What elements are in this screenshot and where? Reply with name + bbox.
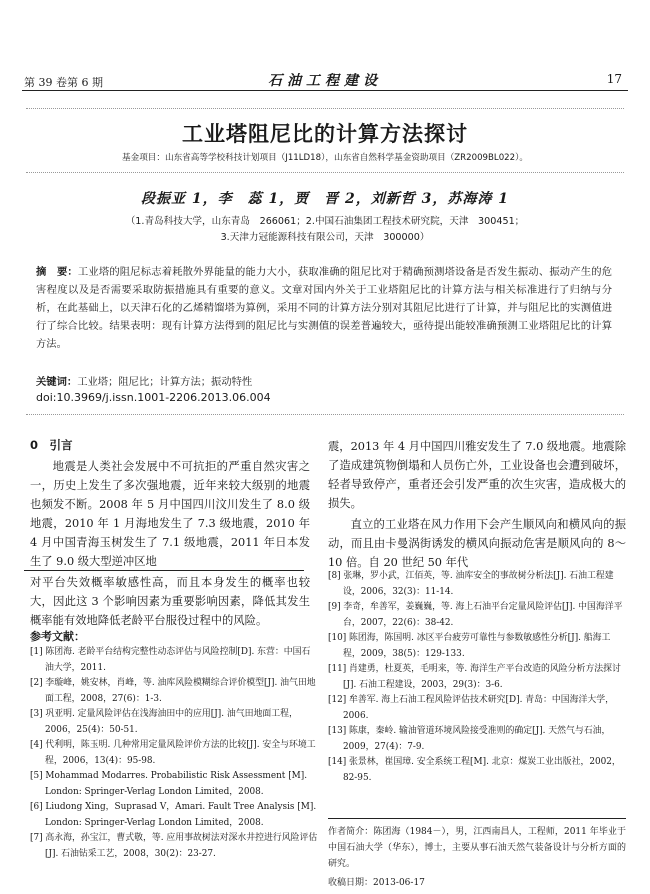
journal-name: 石油工程建设 <box>268 73 382 89</box>
author-bio: 作者简介：陈团海（1984－），男，江西南昌人，工程师，2011 年毕业于中国石油大学（华东），博士，主要从事石油天然气装备设计与分析方面的研究。 <box>328 827 626 869</box>
reference-item: [14] 张景林，崔国璋. 安全系统工程[M]. 北京：煤炭工业出版社，2002，82-95. <box>328 757 621 783</box>
bio-rule <box>328 818 626 819</box>
reference-item: [13] 陈康，秦岭. 输油管道环境风险接受准则的确定[J]. 天然气与石油，2009，27(4)：7-9. <box>328 726 611 752</box>
reference-item: [7] 高永海，孙宝江，曹式敬，等. 应用事故树法对深水井控进行风险评估[J]. 石油钻采工艺，2008，30(2)：23-27. <box>30 833 318 859</box>
reference-item: [5] Mohammad Modarres. Probabilistic Risk Assessment [M]. London: Springer-Verlag London Limited，2008. <box>30 771 308 797</box>
header-rule <box>22 90 628 91</box>
affiliation-line-2: 3.天津力冠能源科技有限公司，天津 300000） <box>220 232 430 243</box>
abstract-label: 摘 要： <box>36 266 78 278</box>
keywords-text: 工业塔；阻尼比；计算方法；振动特性 <box>77 376 253 388</box>
reference-list-right <box>328 569 626 786</box>
references-heading: 参考文献： <box>30 630 85 643</box>
intro-right-continued: 震，2013 年 4 月中国四川雅安发生了 7.0 级地震。地震除了造成建筑物倒塌和人员伤亡外，工业设备也会遭到破坏，轻者导致停产，重者还会引发严重的次生灾害，造成极大的损失。 <box>328 440 626 510</box>
issue-label: 第 39 卷第 6 期 <box>24 76 103 89</box>
reference-item: [3] 巩亚明. 定量风险评估在浅海油田中的应用[J]. 油气田地面工程，2006，25(4)：50-51. <box>30 709 298 735</box>
article-title: 工业塔阻尼比的计算方法探讨 <box>182 122 468 146</box>
funding-note: 基金项目：山东省高等学校科技计划项目（J11LD18），山东省自然科学基金资助项目（ZR2009BL022）。 <box>122 153 528 163</box>
abstract <box>36 263 612 353</box>
reference-item: [10] 陈团海，陈国明. 冰区平台疲劳可靠性与参数敏感性分析[J]. 船海工程，2009，38(5)：129-133. <box>328 633 611 659</box>
title-dotted-rule-top <box>26 108 624 109</box>
keywords <box>36 373 252 388</box>
keywords-label: 关键词： <box>36 376 78 388</box>
reference-item: [4] 代利明，陈玉明. 几种常用定量风险评价方法的比较[J]. 安全与环境工程，2006，13(4)：95-98. <box>30 740 316 766</box>
abstract-dotted-rule <box>26 414 624 415</box>
reference-list-left <box>30 645 318 862</box>
author-list: 段振亚 1，李 蕊 1，贾 晋 2，刘新哲 3，苏海涛 1 <box>140 191 510 207</box>
previous-article-conclusion: 对平台失效概率敏感性高，而且本身发生的概率也较大，因此这 3 个影响因素为重要影响因素，降低其发生概率能有效地降低老龄平台服役过程中的风险。 <box>30 576 310 627</box>
page-number: 17 <box>606 72 622 86</box>
abstract-text: 工业塔的阻尼标志着耗散外界能量的能力大小，获取准确的阻尼比对于精确预测塔设备是否发生振动、振动产生的危害程度以及是否需要采取防振措施具有重要的意义。文章对国内外关于工业塔阻尼比的计算方法与相关标准进行了归纳与分析，在此基础上，以天津石化的乙烯精馏塔为算例，采用不同的计算方法分别对其阻尼比进行了计算，并与阻尼比的实测值进行了综合比较。结果表明：现有计算方法得到的阻尼比与实测值的误差普遍较大，亟待提出能较准确预测工业塔阻尼比的计算方法。 <box>36 266 612 350</box>
received-date: 收稿日期：2013-06-17 <box>328 878 425 888</box>
reference-item: [6] Liudong Xing，Suprasad V，Amari. Fault Tree Analysis [M]. London: Springer-Verlag London Limited，2008. <box>30 802 317 828</box>
reference-item: [12] 牟善军. 海上石油工程风险评估技术研究[D]. 青岛：中国海洋大学，2006. <box>328 695 614 721</box>
doi: doi:10.3969/j.issn.1001-2206.2013.06.004 <box>36 391 271 404</box>
reference-item: [1] 陈团海. 老龄平台结构完整性动态评估与风险控制[D]. 东营：中国石油大学，2011. <box>30 647 311 673</box>
reference-item: [11] 肖建勇，杜夏英，毛明来，等. 海洋生产平台改造的风险分析方法探讨[J]. 石油工程建设，2003，29(3)：3-6. <box>328 664 621 690</box>
reference-item: [8] 张琳，罗小武，江佰英，等. 油库安全的事故树分析法[J]. 石油工程建设，2006，32(3)：11-14. <box>328 571 614 597</box>
intro-paragraph-1: 地震是人类社会发展中不可抗拒的严重自然灾害之一，历史上发生了多次强地震，近年来较大级别的地震也频发不断。2008 年 5 月中国四川汶川发生了 8.0 级地震，2010 年 1 月海地发生了 7.3 级地震，2010 年 4 月中国青海玉树发生了 7.1 级地震，2011 年日本发生了 9.0 级大型逆冲区地 <box>30 460 310 568</box>
reference-item: [9] 李奇，牟善军，姜巍巍，等. 海上石油平台定量风险评估[J]. 中国海洋平台，2007，22(6)：38-42. <box>328 602 623 628</box>
intro-heading: 0 引言 <box>30 438 73 452</box>
title-dotted-rule-bottom <box>26 172 624 173</box>
intro-right-paragraph-2: 直立的工业塔在风力作用下会产生顺风向和横风向的振动，而且由卡曼涡街诱发的横风向振动危害是顺风向的 8～10 倍。自 20 世纪 50 年代 <box>328 518 626 569</box>
affiliation-line-1: （1.青岛科技大学，山东青岛 266061；2.中国石油集团工程技术研究院，天津 300451； <box>125 216 525 227</box>
article-break-rule <box>24 570 304 571</box>
reference-item: [2] 李璇峰，姚安林，肖峰，等. 油库风险模糊综合评价模型[J]. 油气田地面工程，2008，27(6)：1-3. <box>30 678 316 704</box>
